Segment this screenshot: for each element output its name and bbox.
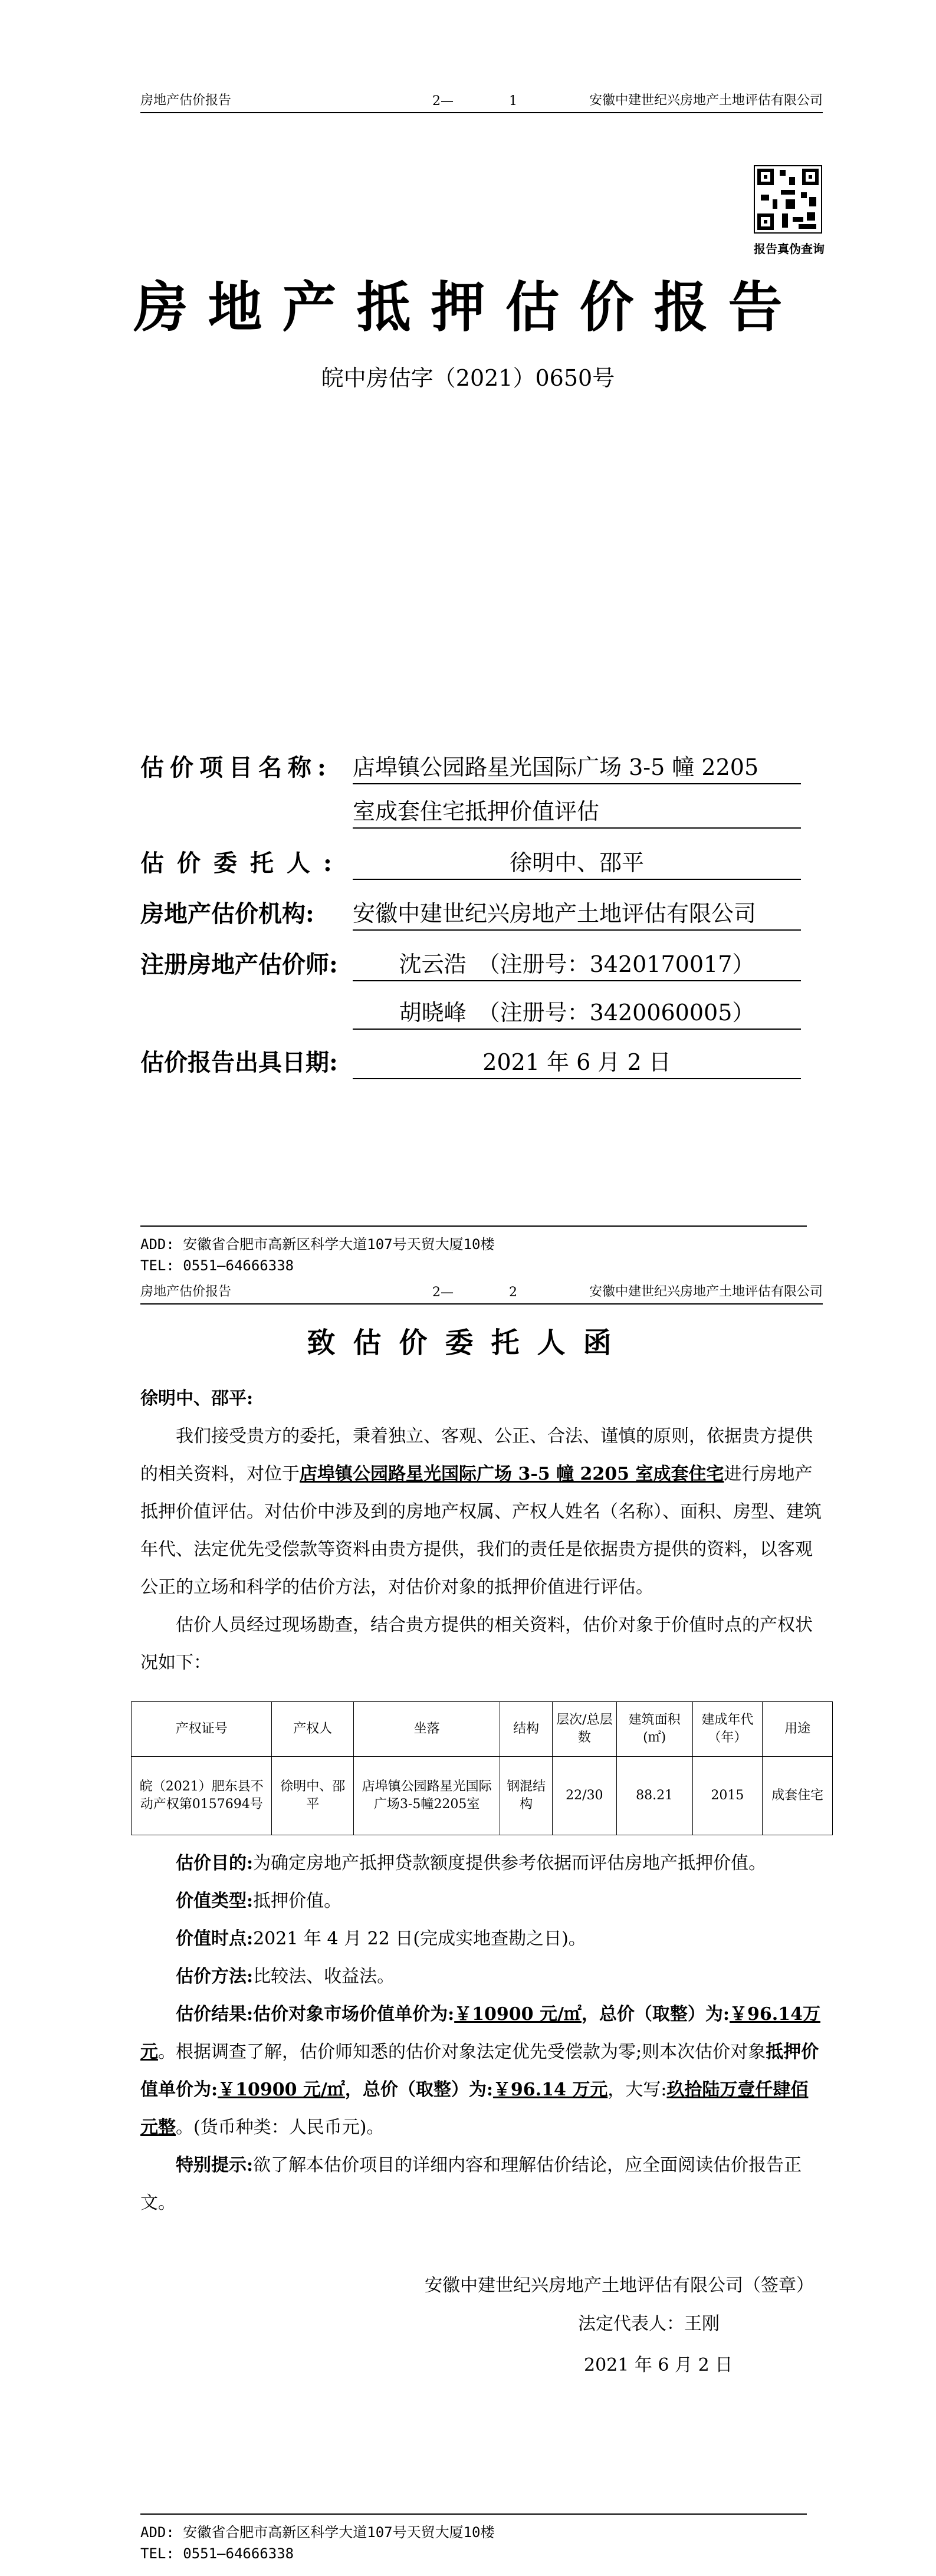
paragraph-1: [140, 1418, 823, 1606]
client-label: 估价委托人:: [140, 849, 345, 877]
notice-line: [140, 2147, 823, 2222]
report-cover-page: [0, 0, 936, 1280]
result-text: 抵押价值单价为:: [140, 2042, 819, 2100]
valuation-details: [140, 1845, 823, 2222]
page-footer: [140, 2513, 807, 2564]
date-label: 估价报告出具日期:: [140, 1049, 338, 1076]
table-header: 用途: [763, 1702, 833, 1757]
header-right: 安徽中建世纪兴房地产土地评估有限公司: [589, 93, 823, 108]
table-header-row: [132, 1702, 833, 1757]
purpose-value: 为确定房地产抵押贷款额度提供参考依据而评估房地产抵押价值。: [253, 1853, 767, 1874]
paragraph-2: 估价人员经过现场勘查，结合贵方提供的相关资料，估价对象于价值时点的产权状况如下：: [140, 1615, 813, 1673]
method-value: 比较法、收益法。: [253, 1966, 395, 1987]
property-rights-table: [131, 1701, 833, 1835]
table-header: 建成年代（年）: [692, 1702, 763, 1757]
client-row: [140, 845, 345, 878]
value-time-value: 2021 年 4 月 22 日(完成实地查勘之日)。: [253, 1928, 586, 1949]
signature-representative: 法定代表人：王刚: [578, 2314, 720, 2334]
table-header: 结构: [500, 1702, 553, 1757]
org-row: [140, 895, 314, 929]
page-header: [140, 88, 823, 113]
notice-value: 欲了解本估价项目的详细内容和理解估价结论，应全面阅读估价报告正文。: [140, 2155, 802, 2213]
value-type-value: 抵押价值。: [253, 1891, 342, 1911]
header-left: 房地产估价报告: [140, 93, 232, 108]
footer-phone: TEL: 0551—64666338: [140, 2545, 294, 2562]
method-label: 估价方法:: [176, 1966, 254, 1987]
signature-date: 2021 年 6 月 2 日: [584, 2355, 733, 2375]
value-type-label: 价值类型:: [176, 1891, 254, 1911]
purpose-label: 估价目的:: [176, 1853, 254, 1874]
appraiser-1: 沈云浩 （注册号：3420170017）: [353, 946, 801, 981]
value-time-label: 价值时点:: [176, 1928, 254, 1949]
org-label: 房地产估价机构:: [140, 900, 314, 928]
method-line: [140, 1958, 823, 1996]
result-text: 估价对象市场价值单价为:: [253, 2004, 455, 2025]
para1-text-a: 我们接受贵方的委托，秉着独立、客观、公正、合法、谨慎的原则，依据贵方提供的相关资料，对位于: [140, 1426, 813, 1484]
header-right: 安徽中建世纪兴房地产土地评估有限公司: [589, 1284, 823, 1299]
value-time-line: [140, 1920, 823, 1958]
report-title: 房地产抵押估价报告: [133, 275, 803, 339]
table-header: 产权人: [272, 1702, 354, 1757]
table-cell: 成套住宅: [763, 1757, 833, 1835]
client-value: 徐明中、邵平: [353, 845, 801, 880]
table-header: 层次/总层数: [552, 1702, 616, 1757]
qr-caption: 报告真伪查询: [754, 242, 825, 256]
signature-company: 安徽中建世纪兴房地产土地评估有限公司（签章）: [425, 2275, 814, 2296]
table-cell: 徐明中、邵平: [272, 1757, 354, 1835]
appraiser-2: 胡晓峰 （注册号：3420060005）: [353, 994, 801, 1030]
project-name-value-1: 店埠镇公园路星光国际广场 3-5 幢 2205: [353, 749, 801, 784]
table-cell: 店埠镇公园路星光国际广场3-5幢2205室: [354, 1757, 500, 1835]
qr-code-icon[interactable]: [754, 165, 822, 234]
header-page-number: 1: [509, 94, 517, 109]
appraiser-label: 注册房地产估价师:: [140, 951, 338, 978]
market-unit-price: ￥10900 元/㎡: [454, 2004, 582, 2025]
salutation: 徐明中、邵平:: [140, 1388, 254, 1409]
result-text: 。根据调查了解，估价师知悉的估价对象法定优先受偿款为零;则本次估价对象: [158, 2042, 766, 2062]
table-header: 产权证号: [132, 1702, 272, 1757]
value-type-line: [140, 1882, 823, 1920]
purpose-line: [140, 1845, 823, 1882]
document-number: 皖中房估字（2021）0650号: [321, 365, 615, 391]
para1-text-c: 进行房地产抵押价值评估。对估价中涉及到的房地产权属、产权人姓名（名称）、面积、房型、建筑年代、法定优先受偿款等资料由贵方提供，我们的责任是依据贵方提供的资料，以客观公正的立场和科学的估价方法，对估价对象的抵押价值进行评估。: [140, 1464, 822, 1598]
table-cell: 皖（2021）肥东县不动产权第0157694号: [132, 1757, 272, 1835]
table-cell: 钢混结构: [500, 1757, 553, 1835]
table-cell: 2015: [692, 1757, 763, 1835]
header-page-number: 2: [509, 1285, 517, 1300]
result-text: 。(货币种类：人民币元)。: [176, 2117, 385, 2138]
notice-label: 特别提示:: [176, 2155, 254, 2176]
table-row: [132, 1757, 833, 1835]
result-text: ，总价（取整）为:: [344, 2079, 493, 2100]
letter-title: 致估价委托人函: [307, 1326, 629, 1359]
property-address: 店埠镇公园路星光国际广场 3-5 幢 2205 室成套住宅: [300, 1464, 724, 1484]
letter-intro: [140, 1380, 823, 1682]
org-value: 安徽中建世纪兴房地产土地评估有限公司: [353, 895, 801, 931]
project-name-value-2: 室成套住宅抵押价值评估: [353, 793, 801, 829]
result-label: 估价结果:: [176, 2004, 254, 2025]
header-page-dash: 2—: [432, 94, 454, 109]
date-value: 2021 年 6 月 2 日: [353, 1044, 801, 1079]
project-name-row: [140, 749, 332, 783]
date-row: [140, 1044, 338, 1077]
table-cell: 88.21: [616, 1757, 692, 1835]
project-name-label: 估价项目名称:: [140, 754, 332, 781]
mortgage-unit-price: ￥10900 元/㎡: [218, 2079, 345, 2100]
page-header: [140, 1280, 823, 1305]
footer-phone: TEL: 0551—64666338: [140, 1257, 294, 1274]
header-left: 房地产估价报告: [140, 1284, 232, 1299]
table-cell: 22/30: [552, 1757, 616, 1835]
table-header: 坐落: [354, 1702, 500, 1757]
mortgage-total-price: ￥96.14 万元: [492, 2079, 608, 2100]
result-text: ，大写:: [607, 2079, 667, 2100]
result-paragraph: [140, 1996, 823, 2147]
table-header: 建筑面积(㎡): [616, 1702, 692, 1757]
header-page-dash: 2—: [432, 1285, 454, 1300]
result-text: ，总价（取整）为:: [581, 2004, 730, 2025]
footer-address: ADD: 安徽省合肥市高新区科学大道107号天贸大厦10楼: [140, 2524, 495, 2541]
appraiser-row: [140, 946, 338, 980]
footer-address: ADD: 安徽省合肥市高新区科学大道107号天贸大厦10楼: [140, 1236, 495, 1253]
market-total-price: ￥96.14万元: [140, 2004, 820, 2062]
amount-in-words: 玖拾陆万壹仟肆佰元整: [140, 2079, 809, 2138]
page-footer: [140, 1225, 807, 1276]
